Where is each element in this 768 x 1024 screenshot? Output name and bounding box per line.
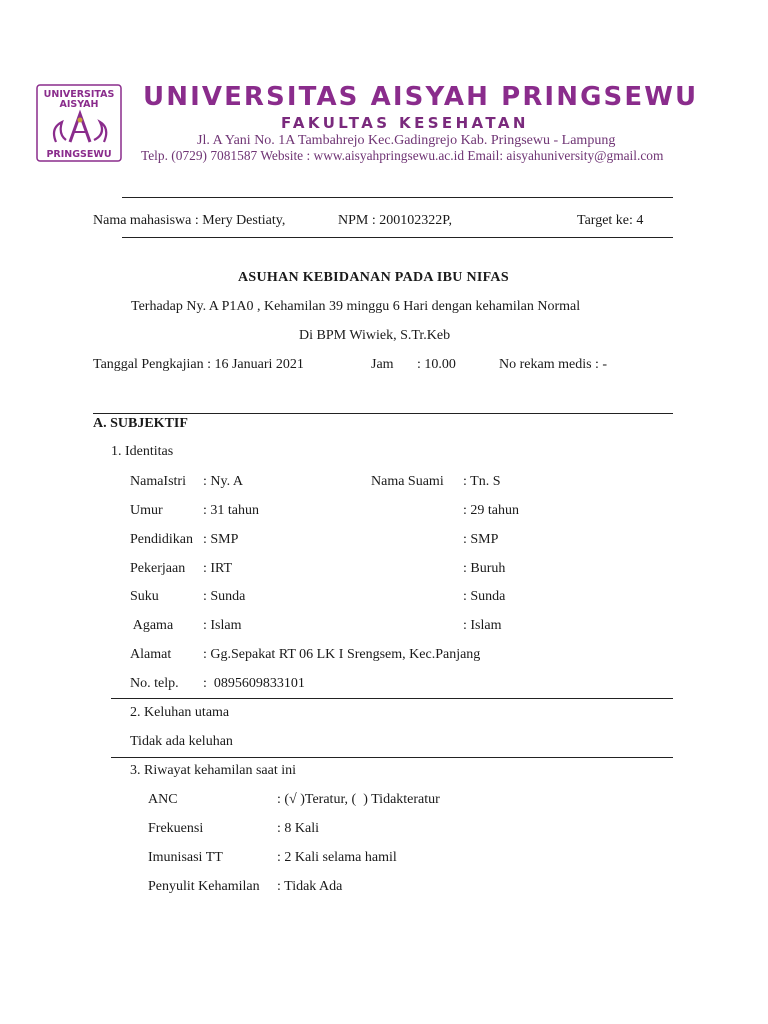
faculty-name: FAKULTAS KESEHATAN <box>281 114 529 132</box>
logo-text-bottom: PRINGSEWU <box>46 149 112 160</box>
husband-name-label: Nama Suami <box>371 474 444 489</box>
field-label: Imunisasi TT <box>148 850 223 865</box>
husband-value: : Tn. S <box>463 474 501 489</box>
time-value: : 10.00 <box>417 357 456 372</box>
keluhan-heading: 2. Keluhan utama <box>130 705 230 720</box>
field-label: Penyulit Kehamilan <box>148 879 260 894</box>
document-place: Di BPM Wiwiek, S.Tr.Keb <box>299 328 451 343</box>
university-address: Jl. A Yani No. 1A Tambahrejo Kec.Gadingrejo Kab. Pringsewu - Lampung <box>197 133 616 148</box>
medical-record-number: No rekam medis : - <box>499 357 608 372</box>
logo-text-mid: AISYAH <box>59 99 99 110</box>
divider <box>111 757 673 758</box>
time-label: Jam <box>371 357 394 372</box>
husband-value: : 29 tahun <box>463 503 519 518</box>
document-title: ASUHAN KEBIDANAN PADA IBU NIFAS <box>238 270 509 285</box>
university-logo <box>36 84 122 162</box>
field-value: : Tidak Ada <box>277 879 343 894</box>
field-label: Pekerjaan <box>130 561 186 576</box>
keluhan-text: Tidak ada keluhan <box>130 734 233 749</box>
field-value: : (√ )Teratur, ( ) Tidakteratur <box>277 792 440 807</box>
university-contact: Telp. (0729) 7081587 Website : www.aisyahpringsewu.ac.id Email: aisyahuniversity@gmail.com <box>141 148 664 163</box>
assessment-date: Tanggal Pengkajian : 16 Januari 2021 <box>93 357 304 372</box>
field-label: ANC <box>148 792 178 807</box>
riwayat-heading: 3. Riwayat kehamilan saat ini <box>130 763 297 778</box>
wife-value: : Gg.Sepakat RT 06 LK I Srengsem, Kec.Panjang <box>203 647 481 662</box>
field-label: NamaIstri <box>130 474 186 489</box>
wife-value: : Islam <box>203 618 242 633</box>
field-label: Agama <box>130 618 174 633</box>
student-npm: NPM : 200102322P, <box>338 213 452 228</box>
field-label: Alamat <box>130 647 172 662</box>
wife-value: : IRT <box>203 561 233 576</box>
field-label: Frekuensi <box>148 821 204 836</box>
husband-value: : Buruh <box>463 561 506 576</box>
divider <box>93 413 673 414</box>
field-label: Suku <box>130 589 159 604</box>
husband-value: : Sunda <box>463 589 506 604</box>
wife-value: : Ny. A <box>203 474 243 489</box>
wife-value: : Sunda <box>203 589 246 604</box>
section-subjektif-heading: A. SUBJEKTIF <box>93 416 188 431</box>
document-subject: Terhadap Ny. A P1A0 , Kehamilan 39 minggu 6 Hari dengan kehamilan Normal <box>131 299 581 314</box>
target-number: Target ke: 4 <box>577 213 644 228</box>
divider <box>122 237 673 238</box>
husband-value: : SMP <box>463 532 499 547</box>
student-name: Nama mahasiswa : Mery Destiaty, <box>93 213 286 228</box>
identitas-heading: 1. Identitas <box>111 444 174 459</box>
university-name: UNIVERSITAS AISYAH PRINGSEWU <box>143 82 699 112</box>
wife-value: : 0895609833101 <box>203 676 305 691</box>
field-value: : 2 Kali selama hamil <box>277 850 397 865</box>
field-label: No. telp. <box>130 676 179 691</box>
divider <box>122 197 673 198</box>
wife-value: : SMP <box>203 532 239 547</box>
field-label: Umur <box>130 503 163 518</box>
field-label: Pendidikan <box>130 532 193 547</box>
field-value: : 8 Kali <box>277 821 319 836</box>
logo-text-top: UNIVERSITAS <box>43 89 115 100</box>
divider <box>111 698 673 699</box>
husband-value: : Islam <box>463 618 502 633</box>
wife-value: : 31 tahun <box>203 503 259 518</box>
